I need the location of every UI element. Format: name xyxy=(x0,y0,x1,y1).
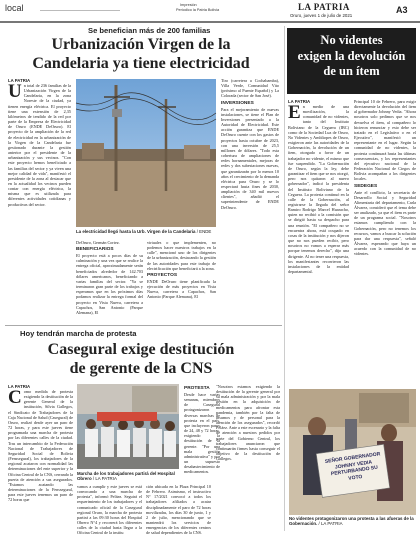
story1-drop-cap: U xyxy=(8,81,22,102)
story2-photo-caption xyxy=(77,471,181,482)
masthead-line2: Periodico la Patria Bolivia xyxy=(176,8,220,12)
header-bottom-rule xyxy=(0,21,420,23)
story2-top-rule xyxy=(5,325,282,326)
sidebar-col1-text: n medio de una movilización, la comunidad de no videntes, tanto del Instituto Boliviano de la Ceguera (IBC) como de la Sociedad Luz de Oruro, No Videntes y Ambliopes de Oruro, exigieron ante las autoridades de la Gobernación, la devolución de un ítem, otorgado a favor de un trabajador no vidente, el mismo que fue suspendido. "La Gobernación de Oruro, según la ley, debe garantizar el ítem que se nos otorgó, pero nos quitaron al nuevo gobernador", indicó la presidenta del Instituto Boliviano de la Ceguera. La protesta continuó en la calle de la Gobernación, al registrarse la llegada del señor Ramiro Rodrigo Marcel Huaracho, quien no recibió a la comisión que se dirigió hasta su despacho para una reunión. "El compañero no se encuentra ahora, está ocupado en cosas de la institución y nos dijeron que no nos pueden recibir, pero nosotros no vamos a esperar más porque tenemos derecho", dijo una dirigente. Al no tener una respuesta, los manifestantes recorrieron las instalaciones de la entidad departamental. xyxy=(288,104,349,274)
story1-photo-caption xyxy=(76,229,216,234)
story2-caption-bold: Marcha de los trabajadores partirá del Hospital Obrero xyxy=(77,471,175,482)
story2-column-4 xyxy=(216,384,280,532)
story1-caption-credit: / ENDE xyxy=(196,229,212,234)
story2-column-2 xyxy=(77,484,142,536)
sidebar-headline-line3: de un ítem xyxy=(323,64,380,78)
sidebar-caption-credit: / LA PATRIA xyxy=(318,521,343,527)
sidebar-drop-cap: E xyxy=(288,102,301,123)
sidebar-photo xyxy=(289,389,416,515)
story1-column-1 xyxy=(8,78,71,318)
sidebar-caption-bold: No videntes protagonizaron una protesta a las afueras de la Gobernación. xyxy=(289,516,414,527)
story1-headline-line1: Urbanización Virgen de la xyxy=(51,36,231,53)
story1-col1-text: n total de 236 familias de la Urbanización Virgen de la Candelaria, en la zona Noreste de la ciudad, ya tienen energía eléctrica. El proyecto tiene una extensión de 2,35 kilómetros de tendido de la red por parte de la Empresa de Electricidad de Oruro (ENDE DeOruro). El proyecto de la ampliación de la red de electricidad en la urbanización de la Virgen de la Candelaria fue gestionado durante la gestión anterior por el presidente de la urbanización y sus vecinos. "Con este proyecto hemos beneficiado a las familias del sector y ya viven una mejor calidad de vida", manifestó el presidente de la zona al destacar que en la actualidad los vecinos pueden contar con energía eléctrica, la misma que es utilizada para diferentes actividades cotidianas y productivas del sector. xyxy=(8,83,71,207)
story1-caption-bold: La electricidad llegó hasta la Urb. Virgen de la Candelaria xyxy=(76,229,196,234)
story1-heading-proyectos: PROYECTOS xyxy=(147,272,178,278)
story1-column-2 xyxy=(76,240,143,320)
story1-column-4 xyxy=(221,78,279,319)
page-number: A3 xyxy=(396,5,408,15)
newspaper-name: LA PATRIA xyxy=(298,2,350,12)
sidebar-col2-text: Principal 10 de Febrero, para exigir directamente la devolución del ítem al gobernador Johnny Vedia. "Ahora nosotros solo pedimos que se nos devuelva el ítem, al compañero lo hicieron renunciar y esto debe ser tratado en el Legislativo o en el Ejecutivo", manifestó un representante en el lugar. Según la comunidad de no videntes, la protesta continuará hasta las últimas consecuencias, y los representantes del ejecutivo nacional de la Federación Nacional de Ciegos de Bolivia acompañan a los dirigentes locales. xyxy=(354,99,416,182)
sidebar-byline: LA PATRIA xyxy=(288,99,311,104)
sidebar-heading-sedeges: SEDEGES xyxy=(354,183,378,189)
story2-photo-illustration xyxy=(77,384,179,469)
story2-caption-credit: / LA PATRIA xyxy=(92,476,117,482)
sidebar-photo-sign: SEÑOR GOBERNADOR JOHNNY VEDIA PERTURBANDO SU VOTO xyxy=(324,451,381,482)
story2-drop-cap: C xyxy=(8,387,22,408)
story2-col2-text: vamos a cumplir y este jueves se está convocando a una marcha de protesta", informó Peláez. Seguirá el requerimiento de los trabajadores y el comunicado oficial de la Casegural regional Oruro, la marcha de protesta partirá a las 09:30 horas del Hospital Obrero N°4 y recorrerá los diferentes calles de la ciudad hasta llegar a la Oficina Central de la institu xyxy=(77,484,142,536)
story1-col3-text2: ENDE DeOruro tiene planificada la ejecución de más proyectos en Vista Nueva, carretera a Capachos, San Antonio (Parque Alemana), El xyxy=(147,278,216,300)
story1-col2-text: El proyecto está a pocos días de su culminación y una vez que se realice la entrega oficial, aproximadamente serán beneficiados alrededor de 142.703 dólares americanos, beneficiando a varias familias del sector. "Ya se terminaron gran parte de los trabajos y esperamos que en los próximos días podamos realizar la entrega formal del proyecto en Vista Nueva, carretera a Capachos, San Antonio (Parque Alemana), El xyxy=(76,253,143,315)
story2-col4-text: "Nosotros estamos exigiendo la destitución de la gerente general por su mala administración y por la mala gestión en la adquisición de medicamentos para afrontar esta pandemia, también por la falta de insumos y de personal para la atención de los asegurados", recordó Peláez. Ante a este escenario y la falta de atención a nuestros pedidos por parte del Gobierno Central, los trabajadores anunciaron que continuarán firmes hasta conseguir el objetivo de la destitución de Gallegos. xyxy=(216,384,280,462)
story2-col3-text: ción ubicada en la Plaza Principal 10 de Febrero. Asimismo, el instructivo N° 17/2021 convocó a todos los trabajadores afiliados a acatar disciplinadamente el paro de 72 horas movilizadas, los días 30 de junio, 1 y 2 de julio, mencionando que se mantendrá los servicios de emergencias de los diferentes centros de salud dependientes de la CNS. xyxy=(146,484,211,536)
story2-kicker: Hoy tendrán marcha de protesta xyxy=(20,329,137,338)
story1-col4-text2: Para el mejoramiento de nuevas instalaciones, se tiene el Plan de Inversiones presentado a la Autoridad de Electricidad. Este acción garantiza que ENDE DeOruro cuente con los gastos de proyectos hasta octubre de 2023, con una inversión de 25,5 millones de dólares. "Todo esta cobertura de ampliaciones de redes hornamentales, mejoras de redes y dos subestaciones nuevas, que garantizarán por lo menos 10 años el crecimiento de la demanda eléctrica para Oruro y se lo respectará hasta fines de 2030, ampliación de 340 mil nuevos clientes", añadió el superintendente de ENDE DeOruro. xyxy=(221,106,279,210)
story1-col4-text: Tiro (carretera a Cochabamba), Villa Verde, Comunidad Vito (próximo al Puente Español) y La Colorada (sector de San José). xyxy=(221,78,279,99)
story2-photo xyxy=(77,384,179,469)
story2-headline xyxy=(0,340,282,378)
header-date: Oruro, jueves 1 de julio de 2021 xyxy=(290,13,353,18)
masthead-line1: Impresión xyxy=(180,3,197,7)
story1-byline: LA PATRIA xyxy=(8,78,31,83)
story1-headline-line2: Candelaria ya tiene electricidad xyxy=(32,55,250,72)
story2-byline: LA PATRIA xyxy=(8,384,31,389)
sidebar-column-2 xyxy=(354,99,416,386)
story2-heading-protesta: PROTESTA xyxy=(184,386,210,391)
sidebar-col2-text2: Ante el conflicto, la secretaria de Desarrollo Social y Seguridad Alimentaria del departamento, Carla Álvarez, consideró que el tema debe ser analizado, ya que el ítem es parte de un programa social. "Nosotros estamos cumpliendo con la Gobernación, pero no tenemos los recursos, vamos a buscar la solución para dar una respuesta", señaló Álvarez, esperando que haya un acuerdo con la comunidad de no videntes. xyxy=(354,189,416,257)
header-rule xyxy=(40,10,120,11)
sidebar-headline-box xyxy=(287,28,416,94)
sidebar-headline-line1: No videntes xyxy=(320,33,383,47)
section-label: local xyxy=(5,3,24,13)
story2-column-3a xyxy=(146,484,211,536)
story1-heading-beneficiarios: BENEFICIARIOS xyxy=(76,247,114,253)
sidebar-photo-caption xyxy=(289,516,417,527)
story2-column-1 xyxy=(8,384,73,532)
story2-col1-text: omo medida de protesta exigiendo la destitución de la gerente General de la institución, Silvia Gallegos, el Sindicato de Trabajadores de la Caja Nacional de Salud (Casegural) de Oruro, realizó desde ayer un paro de 72 horas, y para este jueves tiene programada una marcha de protesta por las diferentes calles de la ciudad. Tras un intercambio de la Federación Nacional de Trabajadores de Seguridad Social de Bolivia (Fenssegural), los trabajadores de la regional acataron con normalidad las determinaciones del ente superior y la Oficina Central de la CNS, cerrando la puerta de atención a sus asegurados. "Estamos acatando las determinaciones de la Fenssegural, para este jueves tenemos un paro de 72 horas que xyxy=(8,389,73,503)
sidebar-headline-line2: exigen la devolución xyxy=(297,48,406,63)
story1-photo xyxy=(76,79,216,227)
story1-kicker: Se benefician más de 200 familias xyxy=(88,26,211,35)
story1-column-3 xyxy=(147,240,216,320)
sidebar-column-1 xyxy=(288,99,349,386)
story1-photo-illustration xyxy=(76,79,216,227)
story2-headline-line1: Casegural exige destitución xyxy=(47,341,235,358)
sidebar-photo-illustration xyxy=(289,389,416,515)
story2-headline-line2: de gerente de la CNS xyxy=(69,360,213,377)
story1-headline xyxy=(0,35,282,73)
story2-column-3 xyxy=(184,384,220,482)
sidebar-divider xyxy=(284,26,285,531)
story1-col2-top: DeOruro, Germán Cortez. xyxy=(76,240,120,245)
story1-col3-text: virtuales o que implementen, no podemos hacer nuestros trabajos en la calle", mencionó uno de los dirigentes de la urbanización, destacando la gestión de las autoridades para este trabajo de electrificación que beneficiará a la zona. xyxy=(147,240,216,271)
story1-heading-inversiones: INVERSIONES xyxy=(221,100,254,106)
story2-col3-text2: Desde hace varias semanas, miembros de Casegural protagonizaron diversas marchas de protesta en el país, que incluyeron paros de 24, 48 y 72 horas, exigiendo la destitución de la gerente. "Por una mala gestión administrativa" y por un supuesto desabastecimiento de medicamentos. xyxy=(184,392,220,475)
